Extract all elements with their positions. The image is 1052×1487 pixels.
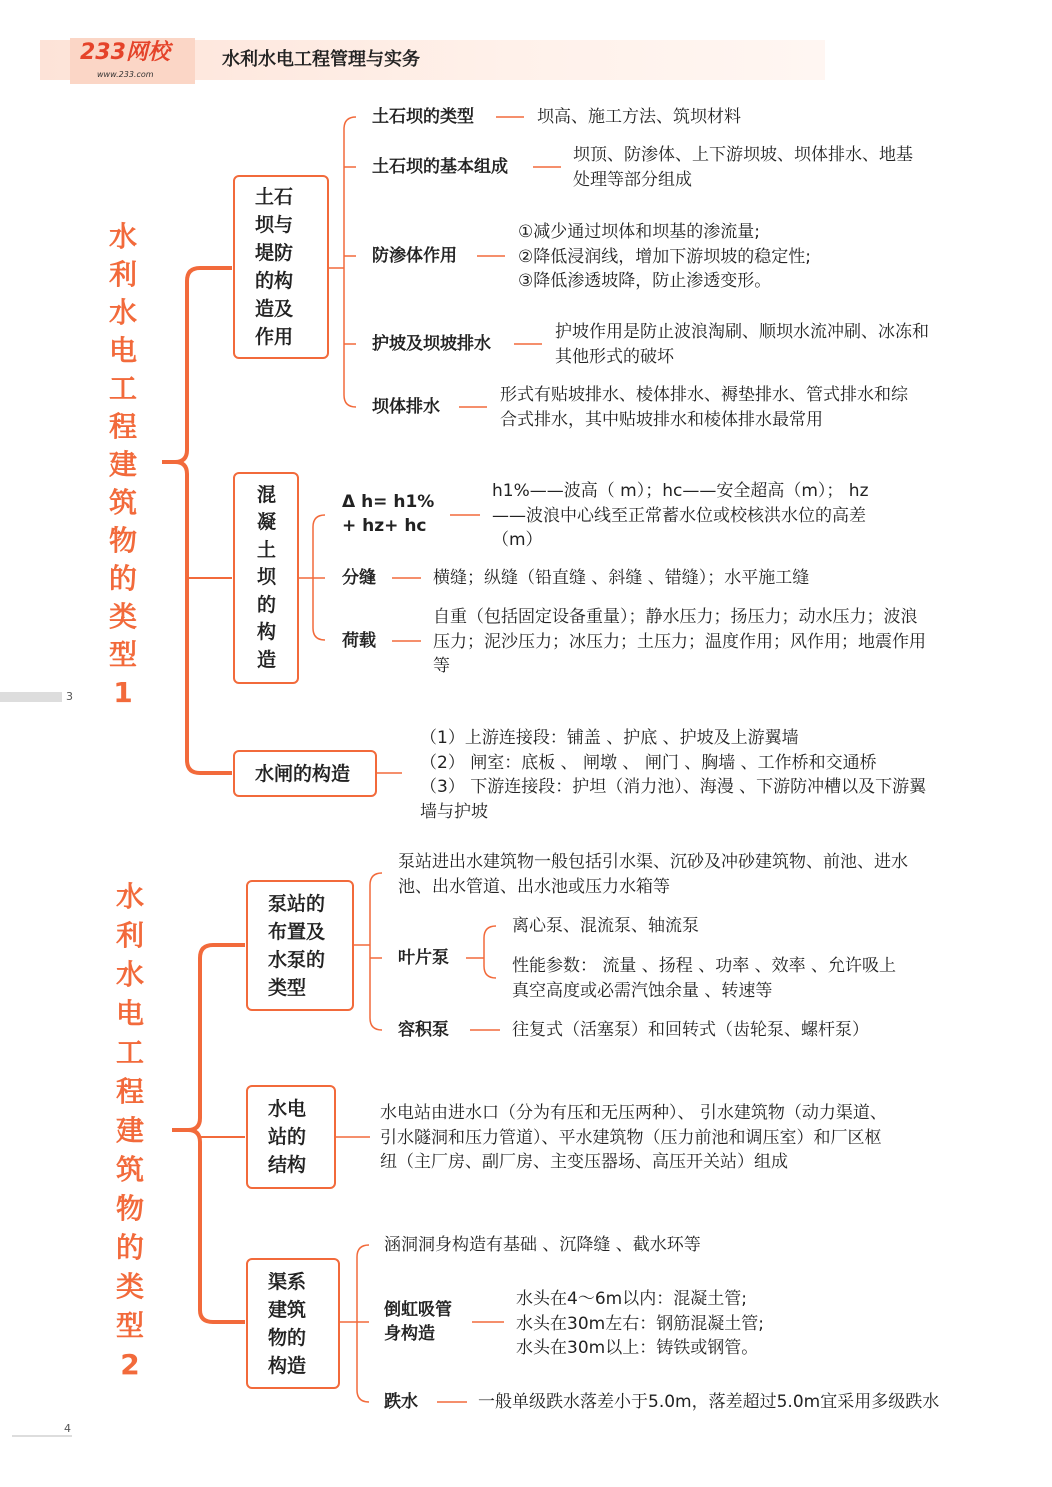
node-text	[420, 726, 926, 824]
section1-title	[103, 220, 143, 717]
node-text: 涵洞洞身构造有基础 、沉降缝 、截水环等	[384, 1235, 701, 1255]
node-label	[342, 490, 434, 538]
title-char: 工	[108, 372, 137, 405]
text-line: 形式有贴坡排水、棱体排水、褥垫排水、管式排水和综	[500, 385, 908, 405]
logo: 233网校	[80, 40, 170, 65]
box-line: 坝与	[255, 214, 294, 236]
topic-pump-station	[246, 880, 354, 1011]
node-label: 跌水	[384, 1392, 418, 1412]
text-line: （m）	[492, 530, 543, 550]
label-line: 倒虹吸管	[384, 1300, 452, 1320]
topic-concrete-dam	[233, 472, 299, 684]
node-text	[573, 143, 913, 192]
node-text: 一般单级跌水落差小于5.0m，落差超过5.0m宜采用多级跌水	[478, 1392, 940, 1412]
text-line: 水电站由进水口（分为有压和无压两种）、 引水建筑物（动力渠道、	[380, 1103, 887, 1123]
node-text	[398, 850, 908, 899]
title-char: 水	[115, 880, 144, 913]
title-char: 利	[108, 258, 137, 291]
text-line: ①减少通过坝体和坝基的渗流量;	[518, 222, 760, 242]
title-char: 物	[108, 524, 137, 557]
node-label: 叶片泵	[398, 948, 449, 968]
text-line: 引水隧洞和压力管道）、平水建筑物（压力前池和调压室）和厂区枢	[380, 1127, 882, 1148]
node-text	[492, 479, 869, 553]
text-line: ——波浪中心线至正常蓄水位或校核洪水位的高差	[492, 505, 866, 526]
section2-title	[110, 880, 150, 1390]
node-text	[380, 1101, 887, 1175]
title-char: 的	[108, 562, 137, 595]
title-char: 电	[108, 334, 137, 367]
logo-url: www.233.com	[97, 70, 154, 79]
title-char: 工	[115, 1036, 144, 1069]
title-char: 电	[115, 997, 144, 1030]
node-label: 分缝	[342, 568, 376, 588]
box-line: 泵站的	[268, 892, 326, 915]
node-label: 土石坝的基本组成	[372, 157, 508, 177]
node-text	[433, 605, 926, 679]
text-line: 等	[433, 656, 450, 676]
box-line: 水电	[268, 1098, 307, 1120]
box-line: 土	[257, 538, 277, 561]
text-line: 真空高度或必需汽蚀余量 、转速等	[512, 980, 773, 1001]
node-text	[516, 1287, 764, 1361]
title-char: 型	[108, 638, 137, 671]
text-line: 其他形式的破坏	[555, 346, 674, 367]
text-line: 合式排水，其中贴坡排水和棱体排水最常用	[500, 409, 823, 430]
node-text	[500, 383, 908, 432]
box-line: 混	[257, 483, 277, 506]
node-label: 防渗体作用	[372, 246, 457, 266]
label-line: + hz+ hc	[342, 516, 427, 536]
text-line: 压力；泥沙压力；冰压力；土压力；温度作用；风作用；地震作用	[433, 631, 926, 652]
label-line: Δ h= h1%	[342, 492, 435, 512]
title-char: 利	[115, 919, 144, 952]
box-line: 物的	[268, 1326, 307, 1349]
box-line: 作用	[255, 326, 294, 348]
box-line: 的构	[255, 270, 294, 292]
document-title: 水利水电工程管理与实务	[222, 49, 420, 70]
text-line: 纽（主厂房、副厂房、主变压器场、高压开关站）组成	[380, 1152, 788, 1172]
title-char: 水	[108, 220, 137, 253]
title-char: 类	[115, 1270, 144, 1303]
box-line: 构造	[268, 1354, 307, 1377]
text-line: 处理等部分组成	[573, 169, 692, 190]
box-line: 造及	[255, 298, 294, 320]
title-char: 型	[115, 1309, 144, 1342]
box-line: 建筑	[268, 1298, 307, 1321]
text-line: ③降低渗透坡降，防止渗透变形。	[518, 271, 772, 291]
topic-hydropower-station	[246, 1085, 336, 1189]
text-line: 泵站进出水建筑物一般包括引水渠、沉砂及冲砂建筑物、前池、进水	[398, 852, 908, 872]
text-line: 池、出水管道、出水池或压力水箱等	[398, 876, 670, 897]
node-label: 护坡及坝坡排水	[372, 334, 491, 354]
node-label: 荷载	[342, 631, 376, 651]
node-label	[384, 1298, 452, 1346]
text-line: 水头在4～6m以内：混凝土管;	[516, 1289, 747, 1309]
node-text	[555, 320, 929, 369]
node-text	[512, 954, 896, 1003]
label-line: 身构造	[384, 1324, 435, 1344]
title-char: 水	[108, 296, 137, 329]
text-line: 水头在30m以上：铸铁或钢管。	[516, 1338, 759, 1358]
node-text	[518, 220, 811, 294]
text-line: h1%——波高（ m）；hc——安全超高（m）； hz	[492, 481, 869, 501]
node-text: 往复式（活塞泵）和回转式（齿轮泵、螺杆泵）	[512, 1020, 869, 1040]
node-text: 离心泵、混流泵、轴流泵	[512, 916, 699, 936]
title-char: 程	[108, 410, 137, 443]
box-line: 站的	[268, 1126, 307, 1148]
text-line: （3） 下游连接段：护坦（消力池）、海漫 、下游防冲槽以及下游翼	[420, 777, 927, 797]
node-text: 横缝；纵缝（铅直缝 、斜缝 、错缝）；水平施工缝	[433, 568, 810, 588]
box-line: 的	[257, 593, 277, 616]
node-label: 坝体排水	[372, 397, 440, 417]
title-char: 物	[115, 1192, 144, 1225]
title-char: 的	[115, 1231, 144, 1264]
box-line: 坝	[257, 566, 277, 589]
title-char: 2	[120, 1348, 140, 1381]
title-char: 1	[113, 676, 133, 709]
box-line: 水闸的构造	[255, 762, 351, 785]
box-line: 堤防	[255, 242, 294, 264]
text-line: 性能参数： 流量 、扬程 、功率 、效率 、允许吸上	[512, 956, 897, 976]
topic-sluice	[233, 750, 377, 797]
node-label: 容积泵	[398, 1020, 449, 1040]
title-char: 水	[115, 958, 144, 991]
text-line: 坝顶、防渗体、上下游坝坡、坝体排水、地基	[573, 145, 913, 165]
title-char: 建	[108, 448, 137, 481]
text-line: ②降低浸润线，增加下游坝坡的稳定性;	[518, 246, 811, 267]
title-char: 类	[108, 600, 137, 633]
text-line: （2） 闸室：底板 、 闸墩 、 闸门 、胸墙 、工作桥和交通桥	[420, 752, 877, 773]
text-line: 自重（包括固定设备重量）；静水压力；扬压力；动水压力；波浪	[433, 607, 918, 627]
page-number: 3	[66, 690, 73, 703]
node-text: 坝高、施工方法、筑坝材料	[537, 107, 741, 127]
box-line: 类型	[268, 976, 307, 999]
box-line: 构	[257, 621, 277, 644]
box-line: 造	[257, 648, 277, 671]
box-line: 土石	[255, 186, 294, 208]
box-line: 渠系	[268, 1270, 307, 1293]
text-line: 水头在30m左右：钢筋混凝土管;	[516, 1313, 764, 1334]
title-char: 建	[115, 1114, 144, 1147]
page-number: 4	[64, 1422, 71, 1435]
box-line: 水泵的	[268, 948, 326, 971]
text-line: 护坡作用是防止波浪淘刷、顺坝水流冲刷、冰冻和	[555, 322, 929, 342]
topic-earth-rock-dam	[233, 175, 329, 359]
box-line: 结构	[268, 1154, 307, 1176]
title-char: 筑	[108, 486, 137, 519]
box-line: 凝	[257, 511, 277, 534]
title-char: 筑	[115, 1153, 144, 1186]
text-line: 墙与护坡	[420, 801, 488, 822]
text-line: （1）上游连接段：铺盖 、护底 、护坡及上游翼墙	[420, 728, 799, 748]
title-char: 程	[115, 1075, 144, 1108]
node-label: 土石坝的类型	[372, 107, 474, 127]
box-line: 布置及	[268, 920, 326, 943]
topic-canal-structures	[246, 1258, 340, 1389]
